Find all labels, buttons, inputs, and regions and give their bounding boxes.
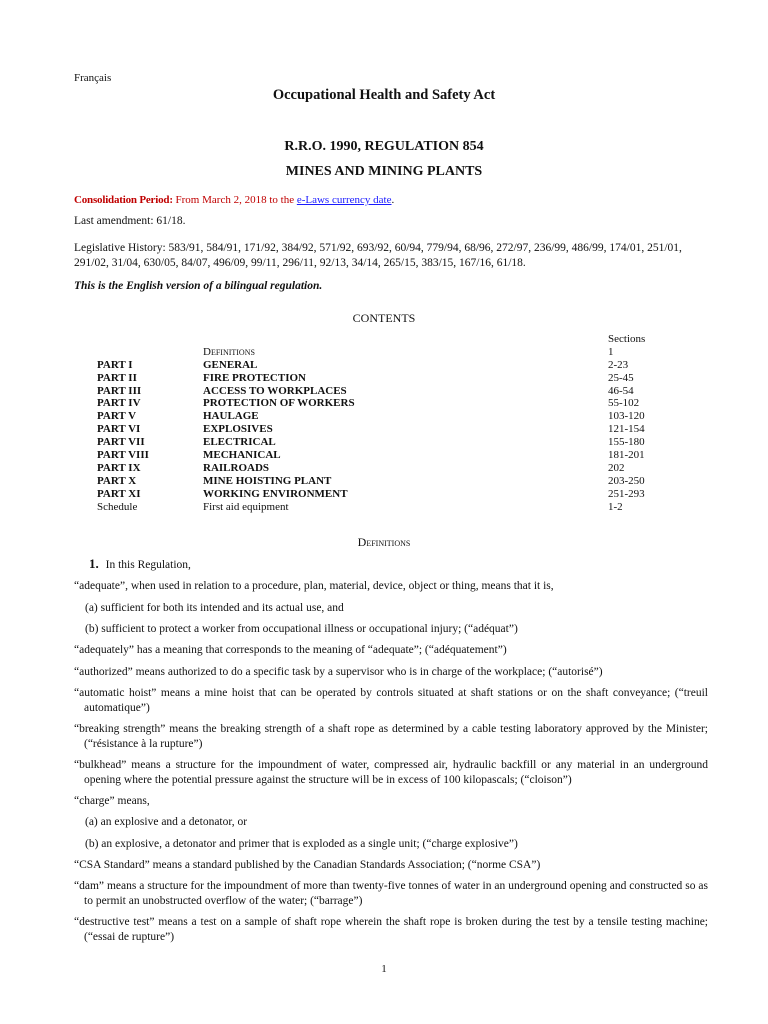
definition-clause: (b) sufficient to protect a worker from occupational illness or occupational injury; (“adéquat”): [85, 622, 518, 635]
toc-sections: 202: [608, 461, 625, 474]
toc-sections: 46-54: [608, 384, 634, 397]
definition-item: “CSA Standard” means a standard published by the Canadian Standards Association; (“norme CSA”): [74, 858, 541, 871]
toc-title: RAILROADS: [203, 461, 270, 474]
toc-sections: 25-45: [608, 371, 634, 384]
definition-clause: (a) an explosive and a detonator, or: [85, 816, 248, 829]
toc-row: [97, 346, 657, 359]
toc-part: PART VI: [97, 423, 141, 436]
toc-part: PART XI: [97, 487, 141, 500]
toc-sections: 203-250: [608, 474, 645, 487]
toc-sections: 2-23: [608, 358, 629, 371]
consolidation-text: From March 2, 2018 to the: [172, 194, 297, 206]
toc-title: WORKING ENVIRONMENT: [203, 487, 348, 500]
legislative-history: Legislative History: 583/91, 584/91, 171/92, 384/92, 571/92, 693/92, 60/94, 779/94, 68/96, 272/97, 236/99, 486/99, 174/01, 251/01, 291/02, 31/04, 630/05, 84/07, 496/09, 99/11, 296/11, 92/13, 34/14, 265/15, 383/15, 167/16, 61/18.: [74, 242, 682, 269]
definition-item: “charge” means,: [74, 794, 150, 807]
toc-title: MECHANICAL: [203, 449, 281, 462]
toc-sections: 1-2: [608, 500, 623, 513]
toc-title: MINE HOISTING PLANT: [203, 474, 332, 487]
section-1-intro: [74, 556, 708, 573]
sections-column-header: Sections: [608, 333, 646, 345]
definition-item: “dam” means a structure for the impoundment of more than twenty-five tonnes of water in an underground opening and constructed so as to permit an unobstructed overflow of the water; (“barrage”): [74, 880, 708, 907]
definition-clause: (a) sufficient for both its intended and its actual use, and: [85, 601, 344, 614]
toc-row: [97, 385, 657, 398]
toc-title: ACCESS TO WORKPLACES: [203, 384, 347, 397]
toc-title: FIRE PROTECTION: [203, 371, 306, 384]
definition-item: “adequate”, when used in relation to a procedure, plan, material, device, object or thing, means that it is,: [74, 580, 554, 593]
toc-part: PART II: [97, 371, 137, 384]
definitions-heading: Definitions: [357, 535, 411, 549]
toc-title: First aid equipment: [203, 500, 289, 513]
toc-sections: 55-102: [608, 397, 640, 410]
consolidation-label: Consolidation Period:: [74, 194, 173, 206]
toc-sections: 103-120: [608, 410, 645, 423]
toc-part: PART V: [97, 410, 137, 423]
toc-row: [97, 501, 657, 514]
toc-sections: 251-293: [608, 487, 645, 500]
toc-title: PROTECTION OF WORKERS: [203, 397, 355, 410]
language-link[interactable]: Français: [74, 72, 112, 84]
section-number: 1.: [89, 556, 99, 571]
act-title: Occupational Health and Safety Act: [272, 87, 496, 103]
definition-item: “destructive test” means a test on a sample of shaft rope wherein the shaft rope is broken during the test by a tensile testing machine; (“essai de rupture”): [74, 916, 708, 943]
toc-row: [97, 372, 657, 385]
toc-row: [97, 410, 657, 423]
table-of-contents: [97, 333, 657, 513]
toc-sections: 1: [608, 345, 614, 358]
toc-title: HAULAGE: [203, 410, 259, 423]
definition-item: “adequately” has a meaning that corresponds to the meaning of “adequate”; (“adéquatement”): [74, 644, 507, 657]
regulation-title: R.R.O. 1990, REGULATION 854: [284, 139, 484, 154]
toc-header-row: [97, 333, 657, 346]
toc-part: PART I: [97, 358, 133, 371]
toc-title: GENERAL: [203, 358, 258, 371]
definition-item: “authorized” means authorized to do a specific task by a supervisor who is in charge of the workplace; (“autorisé”): [74, 665, 603, 678]
toc-row: [97, 423, 657, 436]
regulation-name: MINES AND MINING PLANTS: [285, 164, 483, 179]
toc-part: PART IV: [97, 397, 141, 410]
page-number: 1: [381, 963, 387, 975]
toc-row: [97, 462, 657, 475]
toc-sections: 155-180: [608, 436, 645, 449]
toc-title: EXPLOSIVES: [203, 423, 273, 436]
definition-item: “automatic hoist” means a mine hoist that can be operated by controls situated at shaft stations or on the shaft conveyance; (“treuil automatique”): [74, 686, 708, 714]
contents-title: CONTENTS: [352, 311, 416, 325]
toc-sections: 181-201: [608, 449, 645, 462]
toc-row: [97, 436, 657, 449]
toc-part: PART IX: [97, 461, 141, 474]
last-amendment: Last amendment: 61/18.: [74, 215, 186, 227]
definition-clause: (b) an explosive, a detonator and primer that is exploded as a single unit; (“charge explosive”): [85, 837, 518, 850]
definitions-body: [74, 556, 708, 951]
toc-sections: 121-154: [608, 423, 645, 436]
toc-row: [97, 488, 657, 501]
toc-title: ELECTRICAL: [203, 436, 276, 449]
definition-item: “bulkhead” means a structure for the impoundment of water, compressed air, hydraulic backfill or any material in an underground opening where the potential pressure against the structure will be in excess of 100 kilopascals; (“cloison”): [74, 758, 708, 786]
toc-part: PART VIII: [97, 449, 149, 462]
toc-row: [97, 359, 657, 372]
toc-part: PART X: [97, 474, 137, 487]
toc-part: Schedule: [97, 500, 138, 513]
bilingual-note: This is the English version of a bilingual regulation.: [74, 280, 323, 292]
toc-part: PART III: [97, 384, 142, 397]
consolidation-period: [74, 193, 394, 207]
toc-title: Definitions: [203, 345, 255, 358]
definition-item: “breaking strength” means the breaking strength of a shaft rope as determined by a cable testing laboratory approved by the Minister; (“résistance à la rupture”): [74, 722, 708, 750]
toc-part: PART VII: [97, 436, 145, 449]
section-intro-text: In this Regulation,: [105, 559, 191, 571]
consolidation-end: .: [391, 194, 395, 206]
e-laws-currency-link[interactable]: e-Laws currency date: [296, 194, 392, 206]
toc-row: [97, 475, 657, 488]
toc-row: [97, 397, 657, 410]
toc-row: [97, 449, 657, 462]
